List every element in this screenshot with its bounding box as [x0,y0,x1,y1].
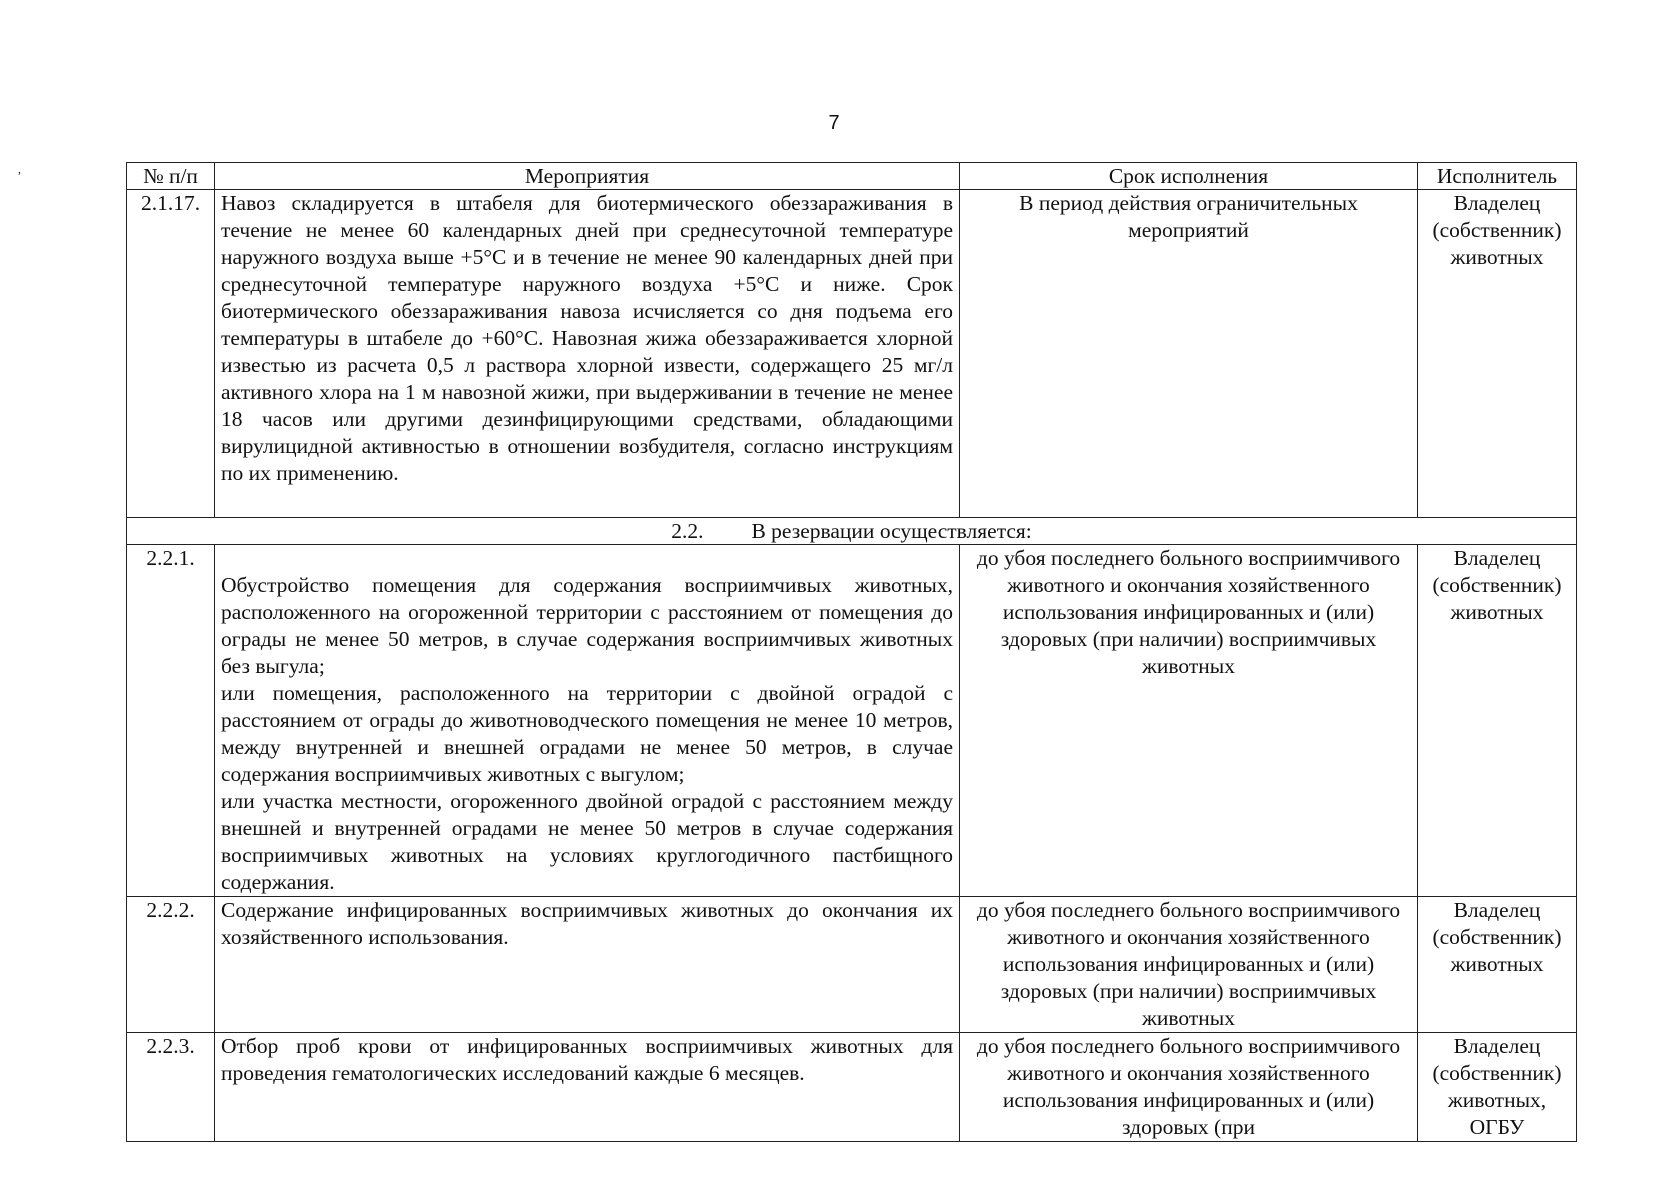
activity-text: Содержание инфицированных восприимчивых животных до окончания их хозяйственного использования. [221,898,953,949]
row-term: В период действия ограничительных мероприятий [960,190,1418,518]
activity-text: Навоз складируется в штабеля для биотермического обеззараживания в течение не менее 60 календарных дней при среднесуточной температуре наружного воздуха выше +5°С и в течение не менее 90 календарных дней при среднесуточной температуре наружного воздуха +5°С и ниже. Срок биотермического обеззараживания навоза исчисляется со дня подъема его температуры в штабеле до +60°С. Навозная жижа обеззараживается хлорной известью из расчета 0,5 л раствора хлорной извести, содержащего 25 мг/л активного хлора на 1 м навозной жижи, при выдерживании в течение не менее 18 часов или другими дезинфицирующими средствами, обладающими вирулицидной активностью в отношении возбудителя, согласно инструкциям по их применению. [221,191,953,485]
activity-paragraph: или помещения, расположенного на территории с двойной оградой с расстоянием от ограды до животноводческого помещения не менее 10 метров, между внутренней и внешней оградами не менее 50 метров, в случае содержания восприимчивых животных с выгулом; [221,681,953,786]
stray-mark: , [18,162,21,176]
row-num: 2.2.2. [127,897,215,1033]
row-activity [215,545,960,897]
page-number: 7 [828,112,840,134]
row-num: 2.1.17. [127,190,215,518]
row-activity [215,897,960,1033]
section-number: 2.2. [671,519,704,543]
row-term: до убоя последнего больного восприимчивого животного и окончания хозяйственного использования инфицированных и (или) здоровых (при наличии) восприимчивых животных [960,545,1418,897]
measures-table [126,162,1577,1142]
header-activity: Мероприятия [215,163,960,190]
activity-paragraph: или участка местности, огороженного двойной оградой с расстоянием между внешней и внутренней оградами не менее 50 метров в случае содержания восприимчивых животных на условиях круглогодичного пастбищного содержания. [221,789,953,894]
table-row [127,897,1577,1033]
header-executor: Исполнитель [1418,163,1577,190]
header-num: № п/п [127,163,215,190]
row-activity [215,190,960,518]
row-executor: Владелец (собственник) животных [1418,897,1577,1033]
row-executor: Владелец (собственник) животных [1418,190,1577,518]
table-row [127,545,1577,897]
section-title: В резервации осуществляется: [751,519,1032,543]
row-term: до убоя последнего больного восприимчивого животного и окончания хозяйственного использования инфицированных и (или) здоровых (при [960,1033,1418,1142]
section-heading [127,518,1577,545]
table-row [127,1033,1577,1142]
row-num: 2.2.3. [127,1033,215,1142]
row-executor: Владелец (собственник) животных [1418,545,1577,897]
row-term: до убоя последнего больного восприимчивого животного и окончания хозяйственного использования инфицированных и (или) здоровых (при наличии) восприимчивых животных [960,897,1418,1033]
row-executor: Владелец (собственник) животных, ОГБУ [1418,1033,1577,1142]
table-row [127,190,1577,518]
table-header-row [127,163,1577,190]
activity-paragraph: Обустройство помещения для содержания восприимчивых животных, расположенного на огороженной территории с расстоянием от помещения до ограды не менее 50 метров, в случае содержания восприимчивых животных без выгула; [221,573,953,678]
section-row [127,518,1577,545]
header-term: Срок исполнения [960,163,1418,190]
activity-text: Отбор проб крови от инфицированных восприимчивых животных для проведения гематологических исследований каждые 6 месяцев. [221,1034,953,1085]
row-activity [215,1033,960,1142]
row-num: 2.2.1. [127,545,215,897]
